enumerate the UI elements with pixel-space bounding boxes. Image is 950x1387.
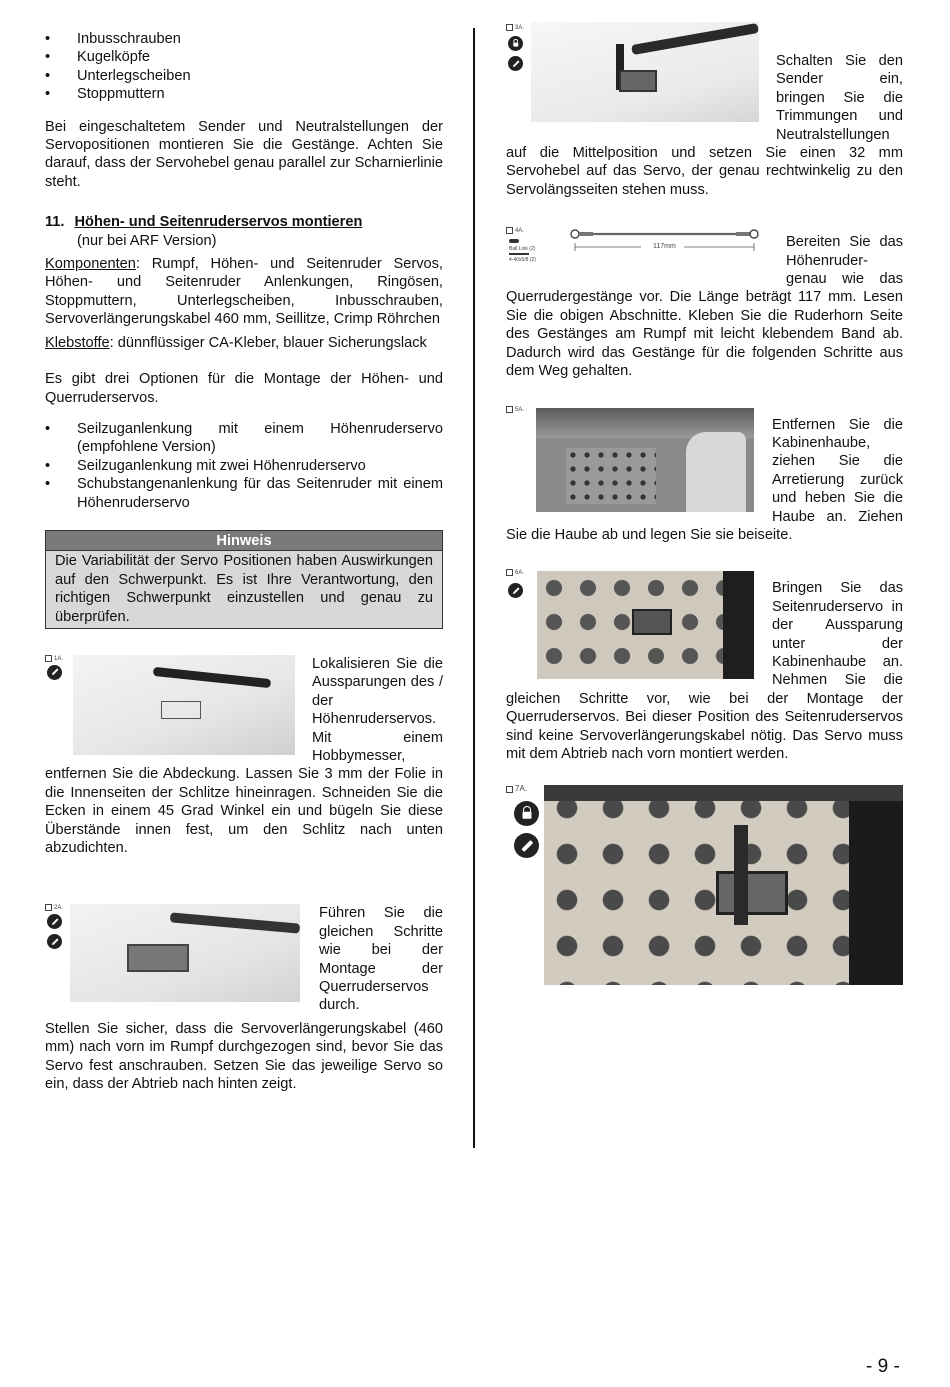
checkbox-icon [45,655,52,662]
options-list [45,420,443,512]
section-subtitle: (nur bei ARF Version) [77,232,217,249]
list-item: • Schubstangenanlenkung für das Seitenruder mit einem Höhenruderservo [45,475,443,512]
checkbox-icon [506,24,513,31]
servo [127,944,189,972]
step-7a-photo [544,785,903,985]
servo [619,70,657,92]
ball-link-icon [509,239,519,243]
step-2a-followup: Stellen Sie sicher, dass die Servoverlängerungskabel (460 mm) nach vorn im Rumpf durchgezogen sind, bevor Sie das Servo fest anschrauben. Setzen Sie das jeweilige Servo so ein, dass der Abtrieb nach hinten zeigt. [45,1020,443,1093]
step-3a-text: Schalten Sie den Sender ein, bringen Sie die Trimmungen und Neutralstellungen auf die Mittelposition und setzen Sie einen 32 mm Servohebel auf das Servo, der genau rechtwinkelig zu den Servolängsseiten stehen muss. [506,53,903,198]
step-5a [506,406,903,545]
components-label: Komponenten [45,256,136,273]
servo-lead [153,667,271,688]
step-3a-figure [506,22,768,128]
section-number: 11. [45,214,65,231]
fuselage-frame [566,448,656,504]
lock-icon [508,36,523,51]
list-item: • Kugelköpfe [45,48,443,66]
wrench-icon [508,583,523,598]
right-column [506,22,903,990]
step-label: 3A. [515,25,525,32]
step-3a-photo [531,22,759,122]
step-5a-figure [506,406,764,514]
step-5a-text: Entfernen Sie die Kabinenhaube, ziehen Sie die Arretierung zurück und heben Sie die Haube an. Ziehen Sie die Haube ab und legen Sie sie beiseite. [506,416,903,543]
parts-list [45,30,443,104]
step-2a-figure [45,904,315,1006]
checkbox-icon [506,569,513,576]
servo-lead [631,23,759,55]
wrench-icon [47,934,62,949]
adhesives-text: : dünnflüssiger CA-Kleber, blauer Sicherungslack [109,334,427,351]
wrench-icon [508,56,523,71]
step-4a-text: Bereiten Sie das Höhenruder-genau wie das Querrudergestänge vor. Die Länge beträgt 117 mm. Lesen Sie die obigen Abschnitte. Kleben Sie die Ruderhorn Seite des Gestänges am Rumpf mit leicht klebendem Band ab. Dadurch wird das Gestänge für die folgenden Schritte aus dem Weg gehalten. [506,234,903,380]
servo-arm [734,825,748,925]
step-6a-text: Bringen Sie das Seitenruderservo in der Aussparung unter der Kabinenhaube an. Nehmen Sie die gleichen Schritte vor, wie bei der Montage der Querruderservos. Bei dieser Position des Seitenruderservos sind keine Servoverlängerungskabel nötig. Das Servo muss mit dem Abtrieb nach vorn montiert werden. [506,580,903,762]
step-6a-photo [537,571,754,679]
servo-cutout [161,701,201,719]
components-paragraph [45,255,443,329]
step-1a-figure [45,655,308,757]
step-label: 4A. [515,228,525,235]
step-2a [45,904,443,1093]
note-box [45,530,443,629]
list-item: • Seilzuganlenkung mit zwei Höhenruderservo [45,457,443,475]
list-item: • Unterlegscheiben [45,67,443,85]
step-label: 1A. [54,656,64,663]
step-5a-photo [536,408,754,512]
step-6a-figure [506,569,764,681]
step-4a [506,225,903,380]
lock-icon [514,801,539,826]
knife-icon [47,665,62,680]
step-1a-text: Lokalisieren Sie die Aussparungen des / der Höhenruderservos. Mit einem Hobbymesser, entfernen Sie die Abdeckung. Lassen Sie 3 mm der Folie in die Innenseiten der Schlitze hineinragen. Schneiden Sie die Ecken in einem 45 Grad Winkel ein und bügeln Sie diese Überstände innen fest, um den Schlitz nach unten abzudichten. [45,655,443,857]
note-text: Die Variabilität der Servo Positionen haben Auswirkungen auf den Schwerpunkt. Es ist Ihre Verantwortung, den richtigen Schwerpunkt einzustellen und genau zu überprüfen. [46,551,442,628]
note-heading: Hinweis [46,531,442,551]
step-label: 2A. [54,905,64,912]
step-6a [506,569,903,763]
adhesives-paragraph [45,334,443,352]
page-number: - 9 - [866,1356,900,1377]
step-4a-figure [506,225,778,277]
screw-icon [509,253,529,255]
section-title: Höhen- und Seitenruderservos montieren [74,214,363,231]
knife-icon [47,914,62,929]
checkbox-icon [45,904,52,911]
step-7a [506,785,903,990]
column-divider [473,28,475,1148]
step-2a-text: Führen Sie die gleichen Schritte wie bei der Montage der Querruderservos durch. [319,905,443,1014]
hand [686,432,746,512]
wrench-icon [514,833,539,858]
step-label: 5A. [515,406,525,413]
checkbox-icon [506,227,513,234]
step-3a [506,22,903,199]
step-1a-photo [73,655,295,755]
section-heading [45,213,443,231]
step-1a [45,655,443,857]
checkbox-icon [506,786,513,793]
dimension-label: 117mm [653,243,676,251]
step-2a-photo [70,904,300,1002]
list-item: • Stoppmuttern [45,85,443,103]
step-label: 6A. [515,570,525,577]
adhesives-label: Klebstoffe [45,334,110,351]
options-intro: Es gibt drei Optionen für die Montage der Höhen- und Querruderservos. [45,371,443,406]
components-text: : Rumpf, Höhen- und Seitenruder Servos, Höhen- und Seitenruder Anlenkungen, Ringösen, Stoppmuttern, Unterlegscheiben, Inbusschrauben, Servoverlängerungskabel 460 mm, Seillitze, Crimp Röhrchen [45,256,443,328]
left-column [45,30,443,1094]
part-label: Ball Link (2) [509,246,536,253]
step-label: 7A. [515,784,528,794]
list-item: • Inbusschrauben [45,30,443,48]
intro-paragraph: Bei eingeschaltetem Sender und Neutralstellungen der Servopositionen montieren Sie die Gestänge. Achten Sie darauf, dass der Servohebel genau parallel zur Scharnierlinie steht. [45,118,443,190]
servo-lead [170,913,300,934]
part-label: 4-40x5/8 (2) [509,257,536,264]
servo [716,871,788,915]
list-item: • Seilzuganlenkung mit einem Höhenruderservo (empfohlene Version) [45,420,443,457]
servo [632,609,672,635]
checkbox-icon [506,406,513,413]
